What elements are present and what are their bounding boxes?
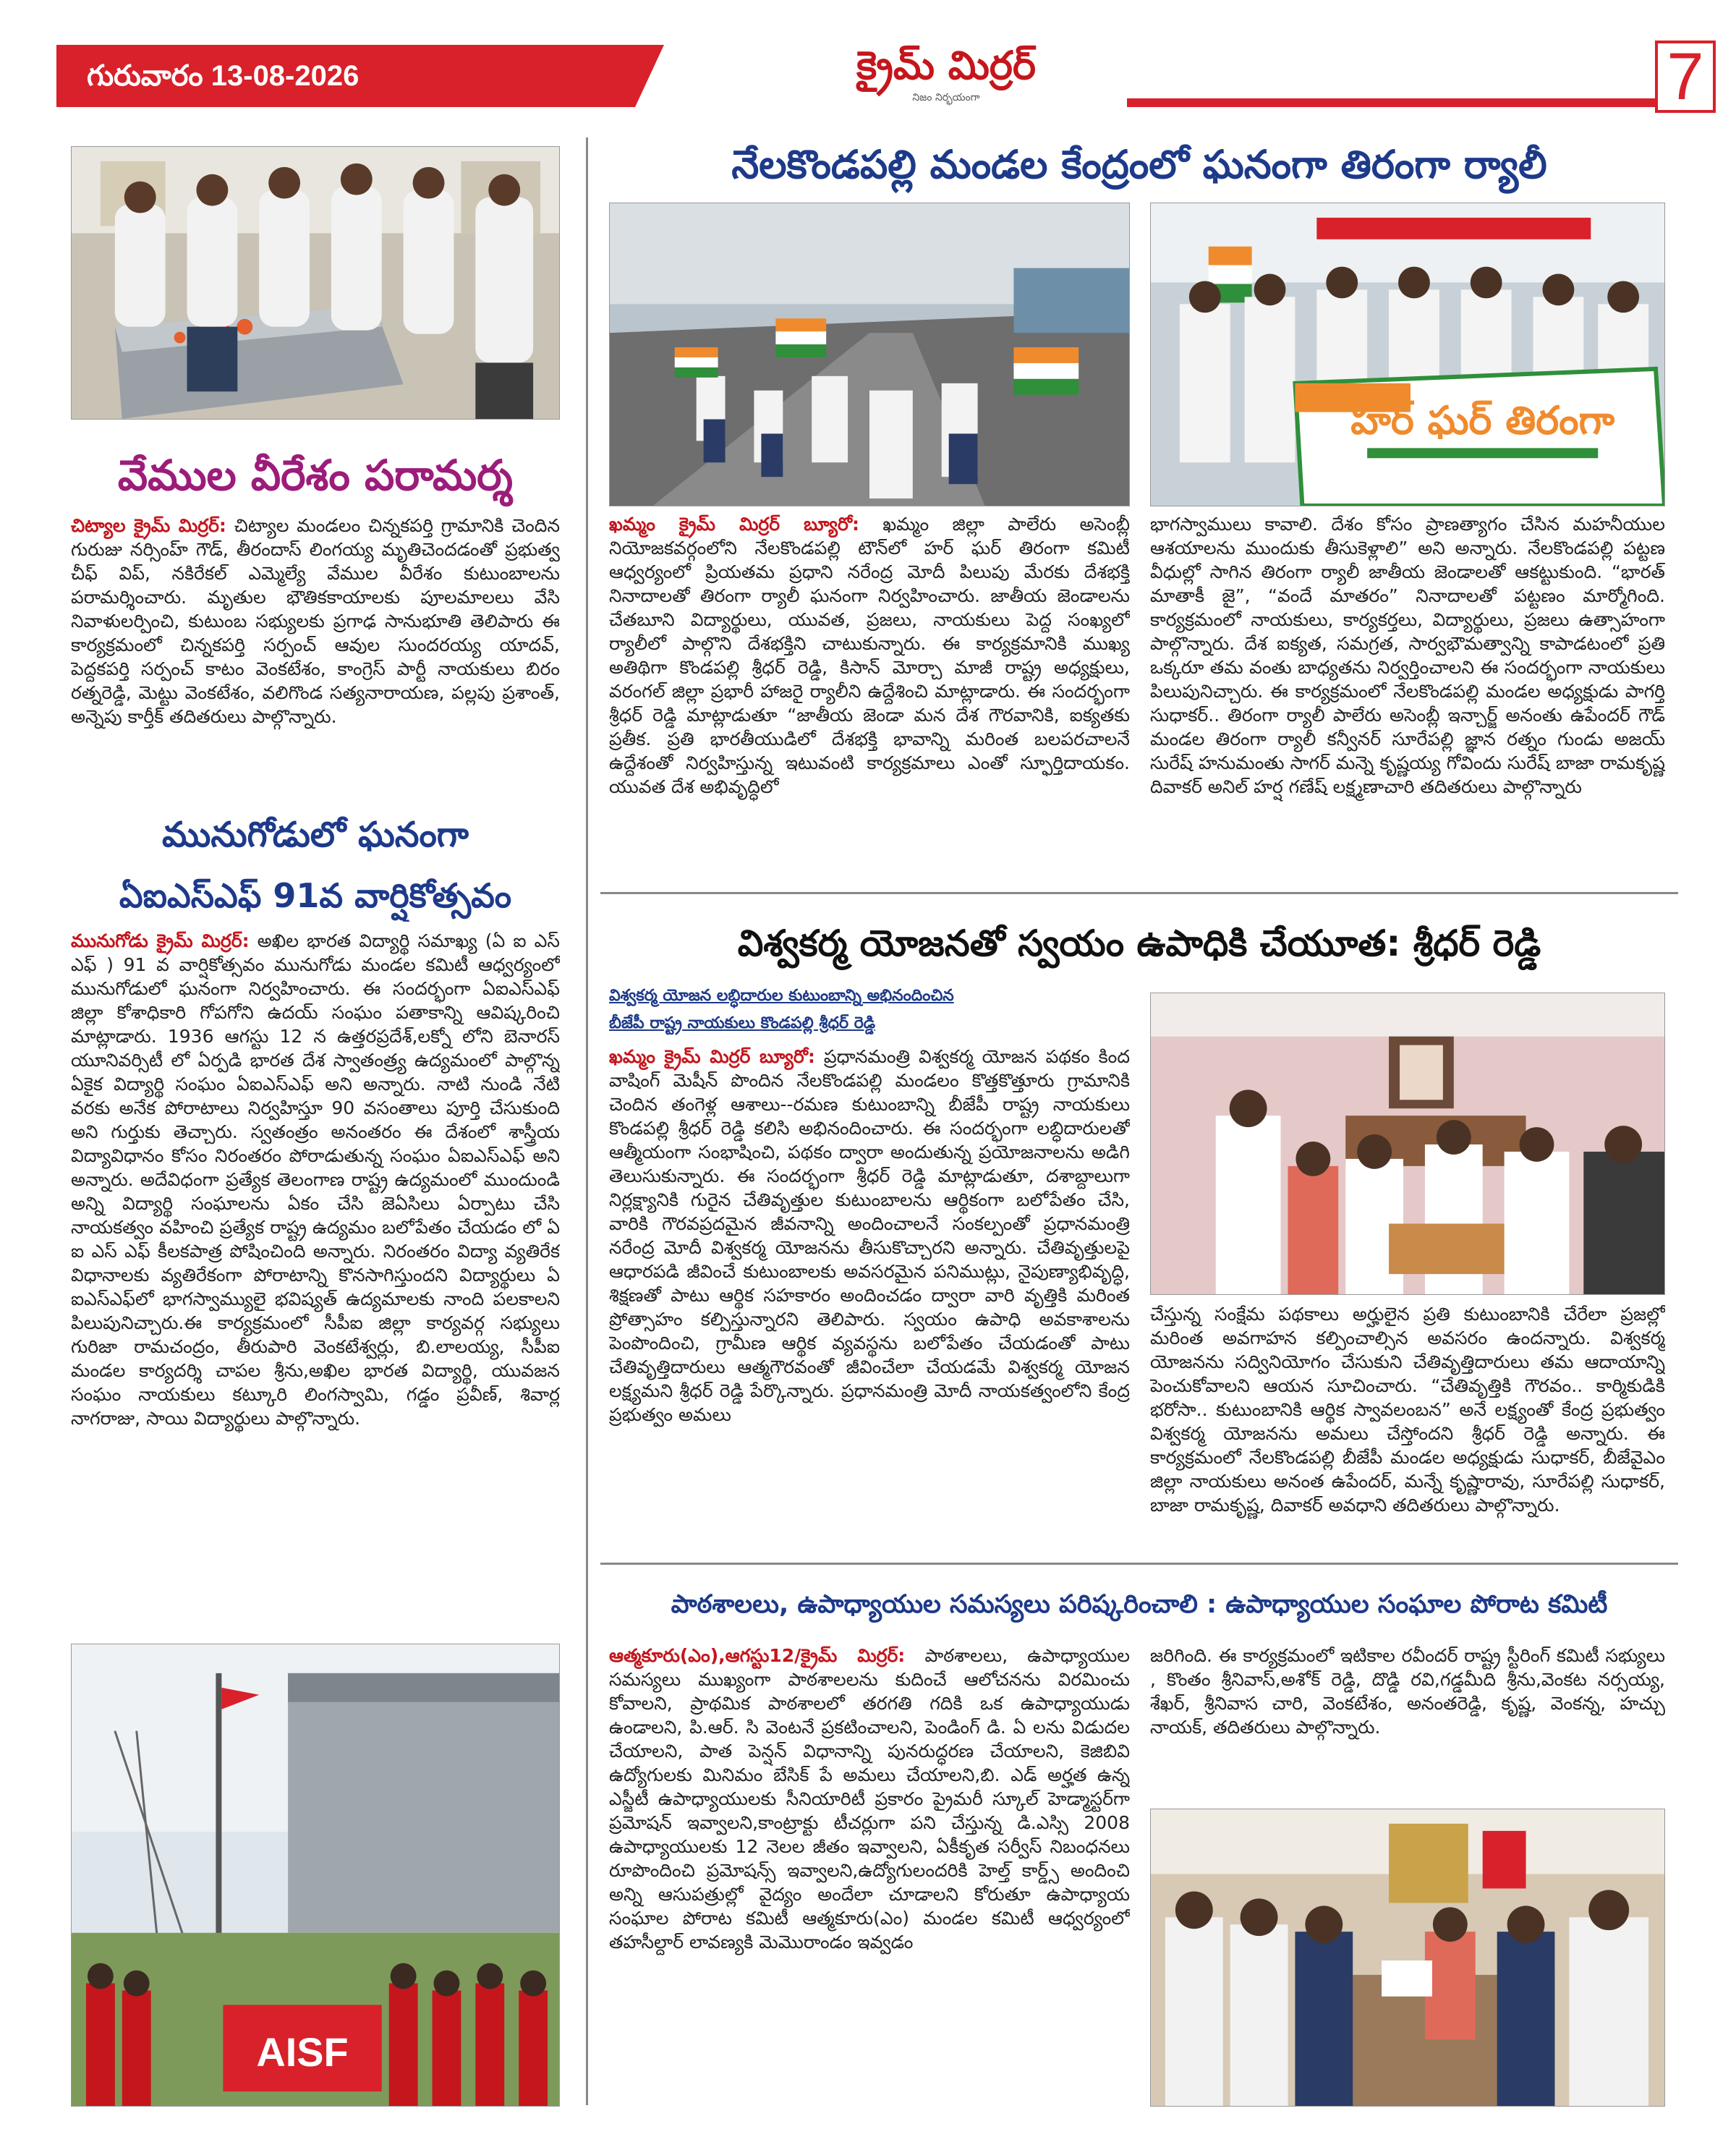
aisf-body — [71, 929, 560, 1625]
aisf-headline-line1[interactable]: మునుగోడులో ఘనంగా — [161, 815, 469, 855]
condolence-photo — [71, 146, 560, 420]
condolence-photo-illustration — [72, 147, 559, 419]
section-divider — [600, 892, 1678, 894]
aisf-headline-line2[interactable]: ఏఐఎస్ఎఫ్ 91వ వార్షికోత్సవం — [119, 876, 512, 915]
vemula-dateline: చిట్యాల క్రైమ్ మిర్రర్: — [71, 515, 226, 536]
header-rule — [1127, 98, 1655, 107]
teachers-headline[interactable]: పాఠశాలలు, ఉపాధ్యాయుల సమస్యలు పరిష్కరించాలి : ఉపాధ్యాయుల సంఘాల పోరాట కమిటీ — [671, 1590, 1608, 1619]
vishwakarma-photo-illustration — [1151, 993, 1664, 1294]
teachers-text-col2: జరిగింది. ఈ కార్యక్రమంలో ఇటికాల రవీందర్ రాష్ట్ర స్టీరింగ్ కమిటీ సభ్యులు , కొంతం శ్రీనివాస్,అశోక్ రెడ్డి, దొడ్డి రవి,గడ్డమీది శ్రీను,వెంకట నర్సయ్య, శేఖర్, శ్రీనివాస చారి, వెంకటేశం, అనంతరెడ్డి, కృష్ణ, వెంకన్న, హచ్చు నాయక్, తదితరులు పాల్గొన్నారు. — [1150, 1645, 1665, 1738]
rally-march-photo — [609, 203, 1130, 506]
vishwakarma-headline[interactable]: విశ్వకర్మ యోజనతో స్వయం ఉపాధికి చేయూత: శ్రీధర్ రెడ్డి — [737, 922, 1541, 964]
vishwakarma-text-col1: ప్రధానమంత్రి విశ్వకర్మ యోజన పథకం కింద వాషింగ్ మెషీన్ పొందిన నేలకొండపల్లి మండలం కొత్తకొత్తూరు గ్రామానికి చెందిన తంగెళ్ల ఆశాలు--రమణ కుటుంబాన్ని బీజేపీ రాష్ట్ర నాయకులు కొండపల్లి శ్రీధర్ రెడ్డి కలిసి అభినందించారు. ఈ సందర్భంగా లబ్ధిదారులతో ఆత్మీయంగా సంభాషించి, పథకం ద్వారా అందుతున్న ప్రయోజనాలను అడిగి తెలుసుకున్నారు. ఈ సందర్భంగా శ్రీధర్ రెడ్డి మాట్లాడుతూ, దశాబ్దాలుగా నిర్లక్ష్యానికి గురైన చేతివృత్తుల కుటుంబాలను ఆర్థికంగా బలోపేతం చేసి, వారికి గౌరవప్రదమైన జీవనాన్ని అందించాలనే సంకల్పంతో ప్రధానమంత్రి నరేంద్ర మోదీ విశ్వకర్మ యోజనను తీసుకొచ్చారని అన్నారు. చేతివృత్తులపై ఆధారపడి జీవించే కుటుంబాలకు అవసరమైన పనిముట్లు, నైపుణ్యాభివృద్ధి, శిక్షణతో పాటు ఆర్థిక సహకారం అందించడం ద్వారా వారి వృత్తికి మరింత ప్రోత్సాహం కల్పిస్తున్నారని తెలిపారు. స్వయం ఉపాధి అవకాశాలను పెంపొందించి, గ్రామీణ ఆర్థిక వ్యవస్థను బలోపేతం చేయడంతో పాటు చేతివృత్తిదారులు ఆత్మగౌరవంతో జీవించేలా చేయడమే విశ్వకర్మ యోజన లక్ష్యమని శ్రీధర్ రెడ్డి పేర్కొన్నారు. ప్రధానమంత్రి మోదీ నాయకత్వంలోని కేంద్ర ప్రభుత్వం అమలు — [609, 1046, 1130, 1425]
vishwakarma-subhead-1: విశ్వకర్మ యోజన లబ్ధిదారుల కుటుంబాన్ని అభినందించిన — [609, 987, 954, 1005]
vishwakarma-body-col2 — [1150, 1302, 1665, 1555]
rally-body-col1 — [609, 512, 1130, 884]
har-ghar-tiranga-banner-text: హర్ ఘర్ తిరంగా — [1350, 397, 1615, 443]
vishwakarma-dateline: ఖమ్మం క్రైమ్ మిర్రర్ బ్యూరో: — [609, 1046, 815, 1067]
vemula-headline[interactable]: వేముల వీరేశం పరామర్శ — [117, 451, 514, 500]
rally-dateline: ఖమ్మం క్రైమ్ మిర్రర్ బ్యూరో: — [609, 514, 860, 535]
rally-headline[interactable]: నేలకొండపల్లి మండల కేంద్రంలో ఘనంగా తిరంగా ర్యాలీ — [731, 142, 1547, 187]
vishwakarma-subhead-2: బీజేపీ రాష్ట్ర నాయకులు కొండపల్లి శ్రీధర్ రెడ్డి — [609, 1014, 876, 1032]
section-divider — [600, 1563, 1678, 1565]
rally-banner-photo — [1150, 203, 1665, 506]
aisf-photo-illustration — [72, 1644, 559, 2106]
rally-banner-illustration — [1151, 203, 1664, 506]
logo-text: క్రైమ్ మిర్రర్ — [856, 43, 1036, 88]
column-divider — [586, 137, 588, 2105]
teachers-text-col1: పాఠశాలలు, ఉపాధ్యాయుల సమస్యలు ముఖ్యంగా పాఠశాలలను కుదించే ఆలోచనను విరమించు కోవాలని, ప్రాథమిక పాఠశాలలో తరగతి గదికి ఒక ఉపాధ్యాయుడు ఉండాలని, పి.ఆర్. సి వెంటనే ప్రకటించాలని, పెండింగ్ డి. ఏ లను విడుదల చేయాలని, పాత పెన్షన్ విధానాన్ని పునరుద్ధరణ చేయాలని, కెజిబివి ఉద్యోగులకు మినిమం బేసిక్ పే అమలు చేయాలని,బి. ఎడ్ అర్హత ఉన్న ఎస్జీటీ ఉపాధ్యాయులకు సీనియారిటీ ప్రకారం ప్రైమరీ స్కూల్ హెడ్మాస్టర్‌గా ప్రమోషన్ ఇవ్వాలని,కాంట్రాక్టు టీచర్లుగా పని చేస్తున్న డి.ఎస్సి 2008 ఉపాధ్యాయులకు 12 నెలల జీతం ఇవ్వాలని, ఏకీకృత సర్వీస్ నిబంధనలు రూపొందించి ప్రమోషన్స్ ఇవ్వాలని,ఉద్యోగులందరికి హెల్త్ కార్డ్స్ అందించి అన్ని ఆసుపత్రుల్లో వైద్యం అందేలా చూడాలని కోరుతూ ఉపాధ్యాయ సంఘాల పోరాట కమిటీ ఆత్మకూరు(ఎం) మండల కమిటీ ఆధ్వర్యంలో తహసీల్దార్ లావణ్యకి మెమొరాండం ఇవ్వడం — [609, 1645, 1130, 1953]
vishwakarma-family-photo — [1150, 993, 1665, 1295]
masthead — [56, 40, 1704, 114]
logo-tagline: నిజం నిర్భయంగా — [912, 92, 980, 103]
teachers-dateline: ఆత్మకూరు(ఎం),ఆగస్టు12/క్రైమ్ మిర్రర్: — [609, 1645, 906, 1666]
memorandum-photo — [1150, 1809, 1665, 2107]
rally-body-col2 — [1150, 512, 1665, 884]
vishwakarma-text-col2: చేస్తున్న సంక్షేమ పథకాలు అర్హులైన ప్రతి కుటుంబానికి చేరేలా ప్రజల్లో మరింత అవగాహన కల్పించాల్సిన అవసరం ఉందన్నారు. విశ్వకర్మ యోజనను సద్వినియోగం చేసుకుని చేతివృత్తిదారులు తమ ఆదాయాన్ని పెంచుకోవాలని ఆయన సూచించారు. “చేతివృత్తికి గౌరవం.. కార్మికుడికి భరోసా.. కుటుంబానికి ఆర్థిక స్వావలంబన” అనే లక్ష్యంతో కేంద్ర ప్రభుత్వం విశ్వకర్మ యోజనను అమలు చేస్తోందని శ్రీధర్ రెడ్డి అన్నారు. ఈ కార్యక్రమంలో నేలకొండపల్లి బీజేపీ మండల అధ్యక్షుడు సుధాకర్, బీజేవైఎం జిల్లా నాయకులు అనంత ఉపేందర్, మన్నే కృష్ణారావు, సూరేపల్లి సుధాకర్, బాజా రామకృష్ణ, దివాకర్ అవధాని తదితరులు పాల్గొన్నారు. — [1150, 1304, 1665, 1516]
vemula-body — [71, 514, 560, 803]
aisf-banner-text: AISF — [256, 2029, 349, 2076]
rally-march-illustration — [610, 203, 1129, 506]
rally-text-col1: ఖమ్మం జిల్లా పాలేరు అసెంబ్లీ నియోజకవర్గంలోని నేలకొండపల్లి టౌన్‌లో హర్ ఘర్ తిరంగా కమిటీ ఆధ్వర్యంలో ప్రియతమ ప్రధాని నరేంద్ర మోదీ పిలుపు మేరకు దేశభక్తి నినాదాలతో తిరంగా ర్యాలీ ఘనంగా నిర్వహించారు. జాతీయ జెండాలను చేతబూని విద్యార్థులు, యువత, ప్రజలు, నాయకులు పెద్ద సంఖ్యలో ర్యాలీలో పాల్గొని దేశభక్తిని చాటుకున్నారు. ఈ కార్యక్రమానికి ముఖ్య అతిథిగా కొండపల్లి శ్రీధర్ రెడ్డి, కిసాన్ మోర్చా మాజీ రాష్ట్ర అధ్యక్షులు, వరంగల్ జిల్లా ప్రభారీ హాజరై ర్యాలీని ఉద్దేశించి మాట్లాడారు. ఈ సందర్భంగా శ్రీధర్ రెడ్డి మాట్లాడుతూ “జాతీయ జెండా మన దేశ గౌరవానికి, ఐక్యతకు ప్రతీక. ప్రతి భారతీయుడిలో దేశభక్తి భావాన్ని మరింత బలపరచాలనే ఉద్దేశంతో నిర్వహిస్తున్న ఇటువంటి కార్యక్రమాలు ఎంతో స్ఫూర్తిదాయకం. యువత దేశ అభివృద్ధిలో — [609, 514, 1130, 797]
rally-text-col2: భాగస్వాములు కావాలి. దేశం కోసం ప్రాణత్యాగం చేసిన మహనీయుల ఆశయాలను ముందుకు తీసుకెళ్లాలి” అని అన్నారు. నేలకొండపల్లి పట్టణ వీధుల్లో సాగిన తిరంగా ర్యాలీ జాతీయ జెండాలతో ఆకట్టుకుంది. “భారత్ మాతాకీ జై”, “వందే మాతరం” నినాదాలతో పట్టణం మార్మోగింది. కార్యక్రమంలో నాయకులు, కార్యకర్తలు, విద్యార్థులు, ప్రజలు ఉత్సాహంగా పాల్గొన్నారు. దేశ ఐక్యత, సమగ్రత, సార్వభౌమత్వాన్ని కాపాడటంలో ప్రతి ఒక్కరూ తమ వంతు బాధ్యతను నిర్వర్తించాలని ఈ సందర్భంగా నాయకులు పిలుపునిచ్చారు. ఈ కార్యక్రమంలో నేలకొండపల్లి మండల అధ్యక్షుడు పాగర్తి సుధాకర్.. తిరంగా ర్యాలీ పాలేరు అసెంబ్లీ ఇన్చార్జ్ అనంతు ఉపేందర్ గౌడ్ మండల తిరంగా ర్యాలీ కన్వీనర్ సూరేపల్లి జ్ఞాన రత్నం గుండు అజయ్ సురేష్ హనుమంతు సాగర్ మన్నె కృష్ణయ్య గోవిందు సురేష్ బాజా రామకృష్ణ దివాకర్ అనిల్ హర్ష గణేష్ లక్ష్మణాచారి తదితరులు పాల్గొన్నారు — [1150, 514, 1665, 797]
newspaper-logo[interactable] — [780, 41, 1112, 110]
aisf-text: అఖిల భారత విద్యార్థి సమాఖ్య (ఏ ఐ ఎస్ ఎఫ్ ) 91 వ వార్షికోత్సవం మునుగోడు మండల కమిటీ ఆధ్వర్యంలో మునుగోడులో ఘనంగా నిర్వహించారు. ఈ సందర్భంగా ఏఐఎస్ఎఫ్ జిల్లా కోశాధికారి గోపగోని ఉదయ్ సంఘం పతాకాన్ని ఆవిష్కరించి మాట్లాడారు. 1936 ఆగస్టు 12 న ఉత్తరప్రదేశ్,లక్నో లోని బెనారస్ యూనివర్సిటీ లో ఏర్పడి భారత దేశ స్వాతంత్ర్య ఉద్యమంలో పాల్గొన్న ఏకైక విద్యార్థి సంఘం ఏఐఎస్ఎఫ్ అని అన్నారు. నాటి నుండి నేటి వరకు అనేక పోరాటాలు నిర్వహిస్తూ 90 వసంతాలు పూర్తి చేసుకుంది అని గుర్తుకు తెచ్చారు. స్వతంత్రం అనంతరం ఈ దేశంలో శాస్త్రీయ విద్యావిధానం కోసం నిరంతరం పోరాడుతున్న సంఘం ఏఐఎస్ఎఫ్ అని అన్నారు. అదేవిధంగా ప్రత్యేక తెలంగాణ రాష్ట్ర ఉద్యమంలో ముందుండి అన్ని విద్యార్థి సంఘాలను ఏకం చేసి జెఏసిలు ఏర్పాటు చేసి నాయకత్వం వహించి ప్రత్యేక రాష్ట్ర ఉద్యమం బలోపేతం చేయడం లో ఏ ఐ ఎస్ ఎఫ్ కీలకపాత్ర పోషించింది అన్నారు. నిరంతరం విద్యా వ్యతిరేక విధానాలకు వ్యతిరేకంగా పోరాటాన్ని కొనసాగిస్తుందని విద్యార్థులు ఏ ఐఎస్ఎఫ్‌లో భాగస్వామ్యులై భవిష్యత్ ఉద్యమాలకు నాంది పలకాలని పిలుపునిచ్చారు.ఈ కార్యక్రమంలో సీపీఐ జిల్లా కార్యవర్గ సభ్యులు గురిజా రామచంద్రం, తీరుపారి వెంకటేశ్వర్లు, బి.లాలయ్య, సీపీఐ మండల కార్యదర్శి చాపల శ్రీను,అఖిల భారత విద్యార్థి, యువజన సంఘం నాయకులు కట్కూరి లింగస్వామి, గడ్డం ప్రవీణ్, శివార్ల నాగరాజు, సాయి విద్యార్థులు పాల్గొన్నారు. — [71, 930, 560, 1429]
issue-date: గురువారం 13-08-2026 — [56, 45, 635, 107]
vishwakarma-body-col1 — [609, 1045, 1130, 1555]
aisf-flag-hoisting-photo — [71, 1644, 560, 2107]
teachers-body-col1 — [609, 1644, 1130, 2107]
memorandum-photo-illustration — [1151, 1809, 1664, 2106]
teachers-body-col2 — [1150, 1644, 1665, 1788]
page-number: 7 — [1655, 41, 1716, 113]
vemula-text: చిట్యాల మండలం చిన్నకపర్తి గ్రామానికి చెందిన గురుజు నర్సింహ్ గౌడ్, తీరందాస్ లింగయ్య మృతిచెందడంతో ప్రభుత్వ చీఫ్ విప్, నకిరేకల్ ఎమ్మెల్యే వేముల వీరేశం కుటుంబాలను పరామర్శించారు. మృతుల భౌతికకాయాలకు పూలమాలలు వేసి నివాళులర్పించి, కుటుంబ సభ్యులకు ప్రగాఢ సానుభూతి తెలిపారు ఈ కార్యక్రమంలో చిన్నకపర్తి సర్పంచ్ ఆవుల సుందరయ్య యాదవ్, పెద్దకపర్తి సర్పంచ్ కాటం వెంకటేశం, కాంగ్రెస్ పార్టీ నాయకులు బిరం రత్నరెడ్డి, మెట్టు వెంకటేశం, వలిగొండ సత్యనారాయణ, పల్లపు ప్రశాంత్, అన్నెపు కార్తీక్ తదితరులు పాల్గొన్నారు. — [71, 515, 560, 727]
aisf-dateline: మునుగోడు క్రైమ్ మిర్రర్: — [71, 930, 250, 951]
